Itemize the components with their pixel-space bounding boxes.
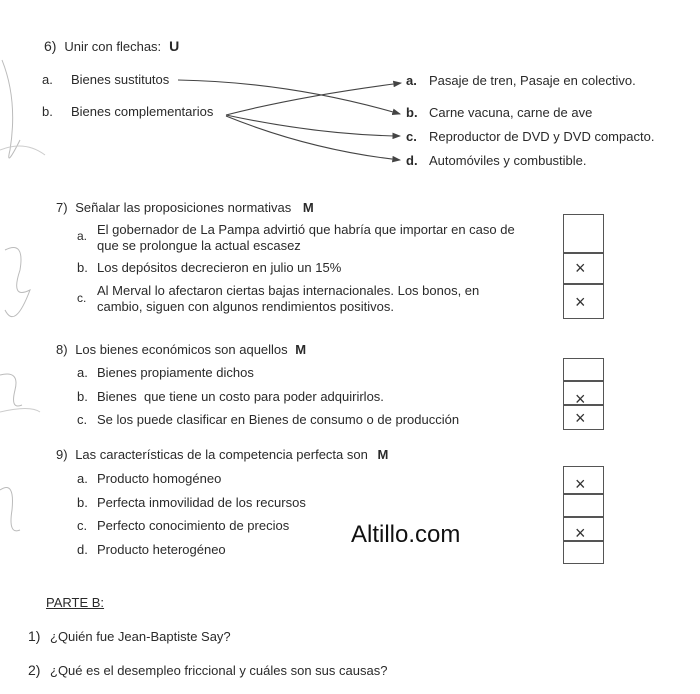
q7-option-c-line2: cambio, siguen con algunos rendimientos positivos. [97, 299, 395, 314]
q9-heading [56, 447, 388, 462]
q6-right-a-text: Pasaje de tren, Pasaje en colectivo. [429, 73, 636, 88]
q8-option-c-text: Se los puede clasificar en Bienes de consumo o de producción [97, 412, 460, 427]
q6-left-a-text: Bienes sustitutos [71, 72, 170, 87]
q9-option-b-letter: b. [77, 495, 88, 510]
q8-checkbox-a[interactable] [563, 358, 604, 382]
q6-left-b-text: Bienes complementarios [71, 104, 214, 119]
q9-checkbox-d[interactable] [563, 540, 604, 564]
q9-checkbox-b[interactable] [563, 493, 604, 518]
q6-number: 6) [44, 38, 57, 54]
q8-option-a-text: Bienes propiamente dichos [97, 365, 254, 380]
part-b-q1-number: 1) [28, 628, 41, 644]
part-b-heading: PARTE B: [46, 595, 105, 610]
q9-check-mark-c: × [575, 523, 586, 543]
q7-option-a-letter: a. [77, 229, 88, 243]
arrow-b-to-a [226, 83, 401, 115]
q9-option-a-letter: a. [77, 471, 88, 486]
q6-heading [44, 38, 179, 54]
q9-option-d-text: Producto heterogéneo [97, 542, 226, 557]
q7-option-b-text: Los depósitos decrecieron en julio un 15% [97, 260, 342, 275]
watermark: Altillo.com [351, 521, 461, 548]
part-b-q1-text: ¿Quién fue Jean-Baptiste Say? [50, 629, 231, 644]
q7-grade: M [302, 200, 314, 215]
q8-heading [56, 342, 306, 357]
q8-option-b-letter: b. [77, 389, 88, 404]
q8-number: 8) [56, 342, 68, 357]
q7-heading [56, 200, 314, 215]
q7-title: Señalar las proposiciones normativas [75, 200, 292, 215]
q8-option-a-letter: a. [77, 365, 88, 380]
q6-right-c-letter: c. [406, 129, 417, 144]
q6-left-b-letter: b. [42, 104, 53, 119]
part-b-q2-number: 2) [28, 662, 41, 678]
q8-grade: M [295, 342, 307, 357]
q6-left-a-letter: a. [42, 72, 53, 87]
q6-right-d-letter: d. [406, 153, 418, 168]
part-b-q2-text: ¿Qué es el desempleo friccional y cuáles son sus causas? [50, 663, 388, 678]
q7-option-a-line2: que se prolongue la actual escasez [97, 238, 301, 253]
q9-option-d-letter: d. [77, 542, 88, 557]
q9-option-c-letter: c. [77, 518, 88, 533]
arrow-b-to-d [226, 116, 400, 160]
q6-grade: U [169, 38, 180, 54]
q7-option-c-letter: c. [77, 291, 87, 305]
q9-option-c-text: Perfecto conocimiento de precios [97, 518, 290, 533]
q9-option-a-text: Producto homogéneo [97, 471, 222, 486]
q9-grade: M [377, 447, 389, 462]
q8-option-b-text: Bienes que tiene un costo para poder adquirirlos. [97, 389, 384, 404]
q6-right-b-text: Carne vacuna, carne de ave [429, 105, 593, 120]
q6-right-a-letter: a. [406, 73, 417, 88]
q9-option-b-text: Perfecta inmovilidad de los recursos [97, 495, 306, 510]
q6-right-d-text: Automóviles y combustible. [429, 153, 587, 168]
q7-number: 7) [56, 200, 68, 215]
q9-number: 9) [56, 447, 68, 462]
q8-option-c-letter: c. [77, 412, 88, 427]
q7-option-b-letter: b. [77, 260, 88, 275]
q7-option-c-line1: Al Merval lo afectaron ciertas bajas internacionales. Los bonos, en [97, 283, 480, 298]
q6-right-c-text: Reproductor de DVD y DVD compacto. [429, 129, 655, 144]
q7-option-a-line1: El gobernador de La Pampa advirtió que habría que importar en caso de [97, 222, 515, 237]
q8-check-mark-c: × [575, 408, 586, 428]
q9-title: Las características de la competencia perfecta son [75, 447, 368, 462]
q8-title: Los bienes económicos son aquellos [75, 342, 288, 357]
q9-check-mark-a: × [575, 474, 586, 494]
q7-check-mark-b: × [575, 258, 586, 278]
q6-title: Unir con flechas: [64, 39, 162, 54]
q6-right-b-letter: b. [406, 105, 418, 120]
q7-check-mark-c: × [575, 292, 586, 312]
q7-checkbox-a[interactable] [563, 214, 604, 254]
q8-check-mark-b: × [575, 389, 586, 409]
